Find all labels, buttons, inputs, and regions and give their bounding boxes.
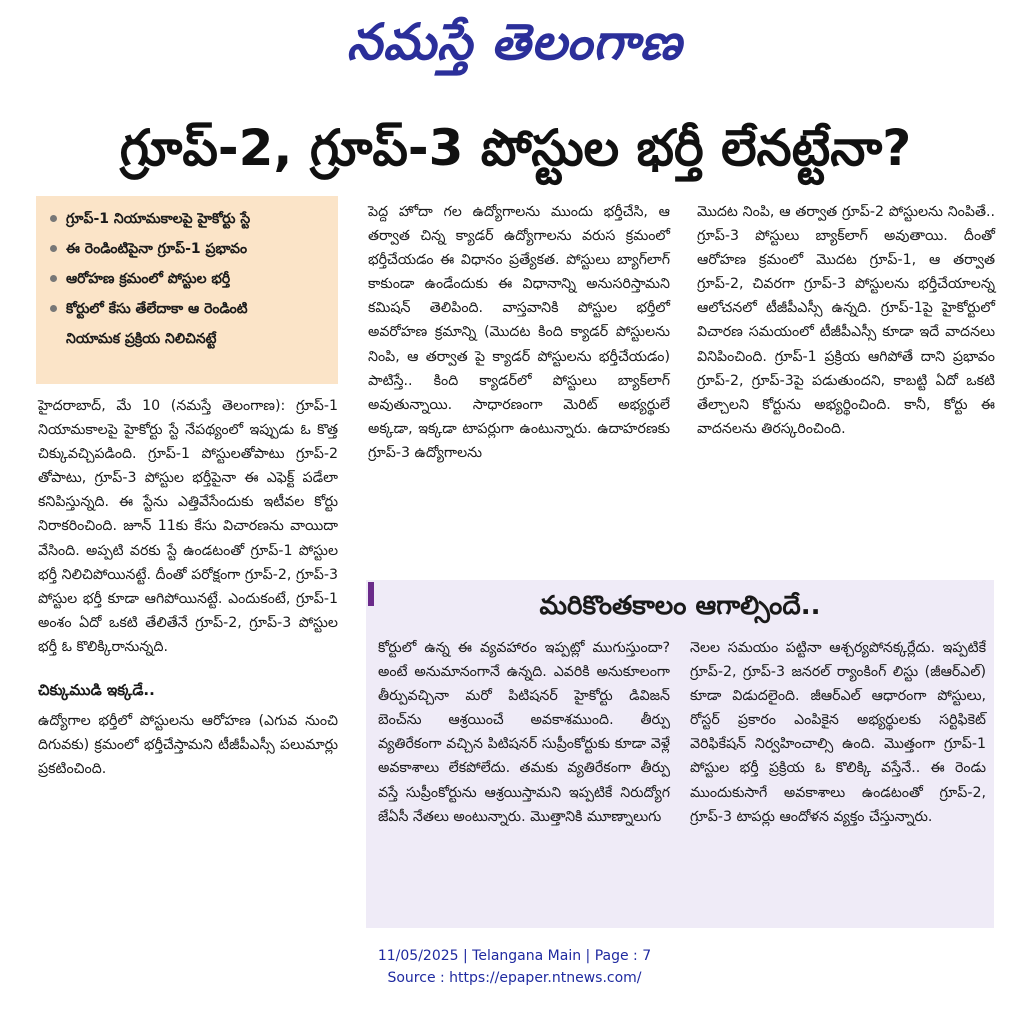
bullet-icon bbox=[50, 245, 57, 252]
footer-date-line: 11/05/2025 | Telangana Main | Page : 7 bbox=[377, 948, 652, 964]
article-paragraph: మొదట నింపి, ఆ తర్వాత గ్రూప్-2 పోస్టులను నింపితే.. గ్రూప్-3 పోస్టులు బ్యాక్‌లాగ్ అవుతాయి. దీంతో ఆరోహణ క్రమంలో మొదట గ్రూప్-1, ఆ తర్వాత గ్రూప్-2, చివరగా గ్రూప్-3 పోస్టులను భర్తీచేయాలన్న ఆలోచనలో టీజీపీఎస్సీ ఉన్నది. గ్రూప్-1పై హైకోర్టులో విచారణ సమయంలో టీజీపీఎస్సీ కూడా ఇదే వాదనలు వినిపించింది. గ్రూప్-1 ప్రక్రియ ఆగిపోతే దాని ప్రభావం గ్రూప్-2, గ్రూప్-3పై పడుతుందని, కాబట్టి ఏదో ఒకటి తేల్చాలని కోర్టును అభ్యర్థించింది. కానీ, కోర్టు ఈ వాదనలను తిరస్కరించింది. bbox=[697, 204, 995, 437]
box-paragraph: నెలల సమయం పట్టినా ఆశ్చర్యపోనక్కర్లేదు. ఇప్పటికే గ్రూప్-2, గ్రూప్-3 జనరల్ ర్యాంకింగ్ లిస్టు (జీఆర్ఎల్) కూడా విడుదలైంది. జీఆర్ఎల్ ఆధారంగా పోస్టులు, రోస్టర్ ప్రకారం ఎంపికైన అభ్యర్థులకు సర్టిఫికెట్ వెరిఫికేషన్ నిర్వహించాల్సి ఉంది. మొత్తంగా గ్రూప్-1 పోస్టుల భర్తీ ప్రక్రియ ఓ కొలిక్కి వస్తేనే.. ఈ రెండు ముందుకుసాగే అవకాశాలు ఉండటంతో గ్రూప్-2, గ్రూప్-3 టాపర్లు ఆందోళన వ్యక్తం చేస్తున్నారు. bbox=[690, 640, 986, 825]
highlight-item: గ్రూప్-1 నియామకాలపై హైకోర్టు స్టే bbox=[50, 204, 332, 234]
article-headline: గ్రూప్-2, గ్రూప్-3 పోస్టుల భర్తీ లేనట్టేనా? bbox=[119, 119, 912, 177]
article-paragraph: ఉద్యోగాల భర్తీలో పోస్టులను ఆరోహణ (ఎగువ నుంచి దిగువకు) క్రమంలో భర్తీచేస్తామని టీజీపీఎస్సీ పలుమార్లు ప్రకటించింది. bbox=[38, 713, 338, 778]
footer-source-line: Source : https://epaper.ntnews.com/ bbox=[387, 970, 642, 986]
bullet-icon bbox=[50, 305, 57, 312]
newspaper-masthead: నమస్తే తెలంగాణ bbox=[346, 13, 683, 71]
article-column-3 bbox=[697, 200, 995, 441]
article-column-1 bbox=[38, 394, 338, 781]
bullet-icon bbox=[50, 275, 57, 282]
article-paragraph: హైదరాబాద్, మే 10 (నమస్తే తెలంగాణ): గ్రూప్-1 నియామకాలపై హైకోర్టు స్టే నేపథ్యంలో ఇప్పుడు ఓ కొత్త చిక్కువచ్చిపడింది. గ్రూప్-1 పోస్టులతోపాటు గ్రూప్-2 తోపాటు, గ్రూప్-3 పోస్టుల భర్తీపైనా ఈ ఎఫెక్ట్ పడేలా కనిపిస్తున్నది. ఈ స్టేను ఎత్తివేసేందుకు ఇటీవల కోర్టు నిరాకరించింది. జూన్ 11కు కేసు విచారణను వాయిదా వేసింది. అప్పటి వరకు స్టే ఉండటంతో గ్రూప్-1 పోస్టుల భర్తీ నిలిచిపోయినట్టే. దీంతో పరోక్షంగా గ్రూప్-2, గ్రూప్-3 పోస్టుల భర్తీ కూడా ఆగిపోయినట్టే. ఎందుకంటే, గ్రూప్-1 అంశం ఏదో ఒకటి తేలితేనే గ్రూప్-2, గ్రూప్-3 పోస్టుల భర్తీ ఓ కొలిక్కిరానున్నది. bbox=[38, 398, 338, 655]
section-subheading: చిక్కుముడి ఇక్కడే.. bbox=[38, 681, 155, 700]
bullet-icon bbox=[50, 215, 57, 222]
box-column-2 bbox=[690, 636, 986, 829]
box-column-1 bbox=[378, 636, 670, 829]
article-paragraph: పెద్ద హోదా గల ఉద్యోగాలను ముందు భర్తీచేసి, ఆ తర్వాత చిన్న క్యాడర్ ఉద్యోగాలను వరుస క్రమంలో భర్తీచేయడం ఈ విధానం ప్రత్యేకత. పోస్టులు బ్యాగ్‌లాగ్ కాకుండా ఉండేందుకు ఈ విధానాన్ని అనుసరిస్తామని కమిషన్ తెలిపింది. వాస్తవానికి పోస్టుల భర్తీలో అవరోహణ క్రమాన్ని (మొదట కింది క్యాడర్ పోస్టులను నింపి, ఆ తర్వాత పై క్యాడర్ పోస్టులను భర్తీచేయడం) పాటిస్తే.. కింది క్యాడర్‌లో పోస్టులు బ్యాక్‌లాగ్ అవుతున్నాయి. సాధారణంగా మెరిట్ అభ్యర్థులే అక్కడా, ఇక్కడా టాపర్లుగా ఉంటున్నారు. ఉదాహరణకు గ్రూప్-3 ఉద్యోగాలను bbox=[368, 204, 670, 461]
highlight-item: కోర్టులో కేసు తేలేదాకా ఆ రెండింటి bbox=[50, 294, 332, 324]
sidebar-box-title: మరికొంతకాలం ఆగాల్సిందే.. bbox=[539, 591, 821, 621]
highlight-item: ఆరోహణ క్రమంలో పోస్టుల భర్తీ bbox=[50, 264, 332, 294]
box-paragraph: కోర్టులో ఉన్న ఈ వ్యవహారం ఇప్పట్లో ముగుస్తుందా? అంటే అనుమానంగానే ఉన్నది. ఎవరికి అనుకూలంగా తీర్పువచ్చినా మరో పిటిషనర్ హైకోర్టు డివిజన్ బెంచ్‌ను ఆశ్రయించే అవకాశముంది. తీర్పు వ్యతిరేకంగా వచ్చిన పిటిషనర్ సుప్రీంకోర్టుకు కూడా వెళ్లే అవకాశాలు లేకపోలేదు. తమకు వ్యతిరేకంగా తీర్పు వస్తే సుప్రీంకోర్టును ఆశ్రయిస్తామని ఇప్పటికే నిరుద్యోగ జేఏసీ నేతలు అంటున్నారు. మొత్తానికి మూణ్నాలుగు bbox=[378, 640, 670, 825]
highlight-item-continued: నియామక ప్రక్రియ నిలిచినట్టే bbox=[66, 331, 217, 347]
article-column-2 bbox=[368, 200, 670, 465]
highlights-box bbox=[36, 196, 338, 384]
highlight-item: ఈ రెండింటిపైనా గ్రూప్-1 ప్రభావం bbox=[50, 234, 332, 264]
